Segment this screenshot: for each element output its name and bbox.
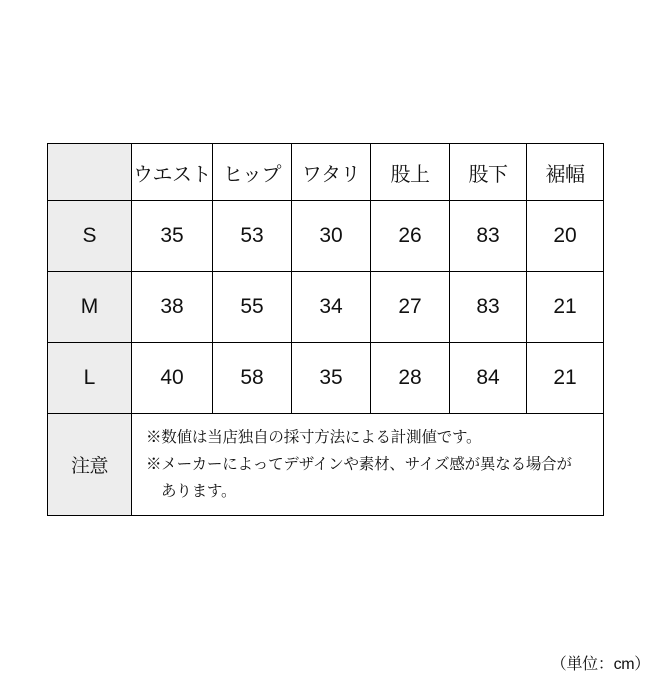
row-label-m: M bbox=[48, 272, 132, 343]
cell-l-thigh: 35 bbox=[292, 343, 371, 414]
note-line-1: ※数値は当店独自の採寸方法による計測値です。 bbox=[146, 429, 482, 446]
cell-l-waist: 40 bbox=[132, 343, 213, 414]
cell-m-rise: 27 bbox=[371, 272, 450, 343]
table-row bbox=[48, 343, 604, 414]
row-label-s: S bbox=[48, 201, 132, 272]
cell-l-hem: 21 bbox=[527, 343, 604, 414]
cell-s-inseam: 83 bbox=[450, 201, 527, 272]
size-table bbox=[47, 143, 604, 516]
cell-s-hip: 53 bbox=[213, 201, 292, 272]
note-line-2: ※メーカーによってデザインや素材、サイズ感が異なる場合が bbox=[146, 456, 572, 474]
cell-m-hip: 55 bbox=[213, 272, 292, 343]
table-row bbox=[48, 201, 604, 272]
unit-note: （単位：cm） bbox=[550, 656, 650, 673]
cell-s-hem: 20 bbox=[527, 201, 604, 272]
table-note-row bbox=[48, 414, 604, 516]
table-row bbox=[48, 272, 604, 343]
column-header-rise: 股上 bbox=[371, 144, 450, 201]
size-table-container bbox=[47, 143, 650, 673]
note-line-3: あります。 bbox=[161, 483, 237, 501]
cell-s-waist: 35 bbox=[132, 201, 213, 272]
cell-s-thigh: 30 bbox=[292, 201, 371, 272]
column-header-waist: ウエスト bbox=[132, 144, 213, 201]
cell-s-rise: 26 bbox=[371, 201, 450, 272]
column-header-inseam: 股下 bbox=[450, 144, 527, 201]
cell-m-inseam: 83 bbox=[450, 272, 527, 343]
note-body bbox=[132, 414, 604, 516]
table-header-row bbox=[48, 144, 604, 201]
cell-l-inseam: 84 bbox=[450, 343, 527, 414]
column-header-thigh: ワタリ bbox=[292, 144, 371, 201]
table-corner-cell bbox=[48, 144, 132, 201]
note-label: 注意 bbox=[48, 414, 132, 516]
column-header-hip: ヒップ bbox=[213, 144, 292, 201]
cell-l-rise: 28 bbox=[371, 343, 450, 414]
row-label-l: L bbox=[48, 343, 132, 414]
cell-l-hip: 58 bbox=[213, 343, 292, 414]
cell-m-waist: 38 bbox=[132, 272, 213, 343]
cell-m-thigh: 34 bbox=[292, 272, 371, 343]
column-header-hem: 裾幅 bbox=[527, 144, 604, 201]
cell-m-hem: 21 bbox=[527, 272, 604, 343]
